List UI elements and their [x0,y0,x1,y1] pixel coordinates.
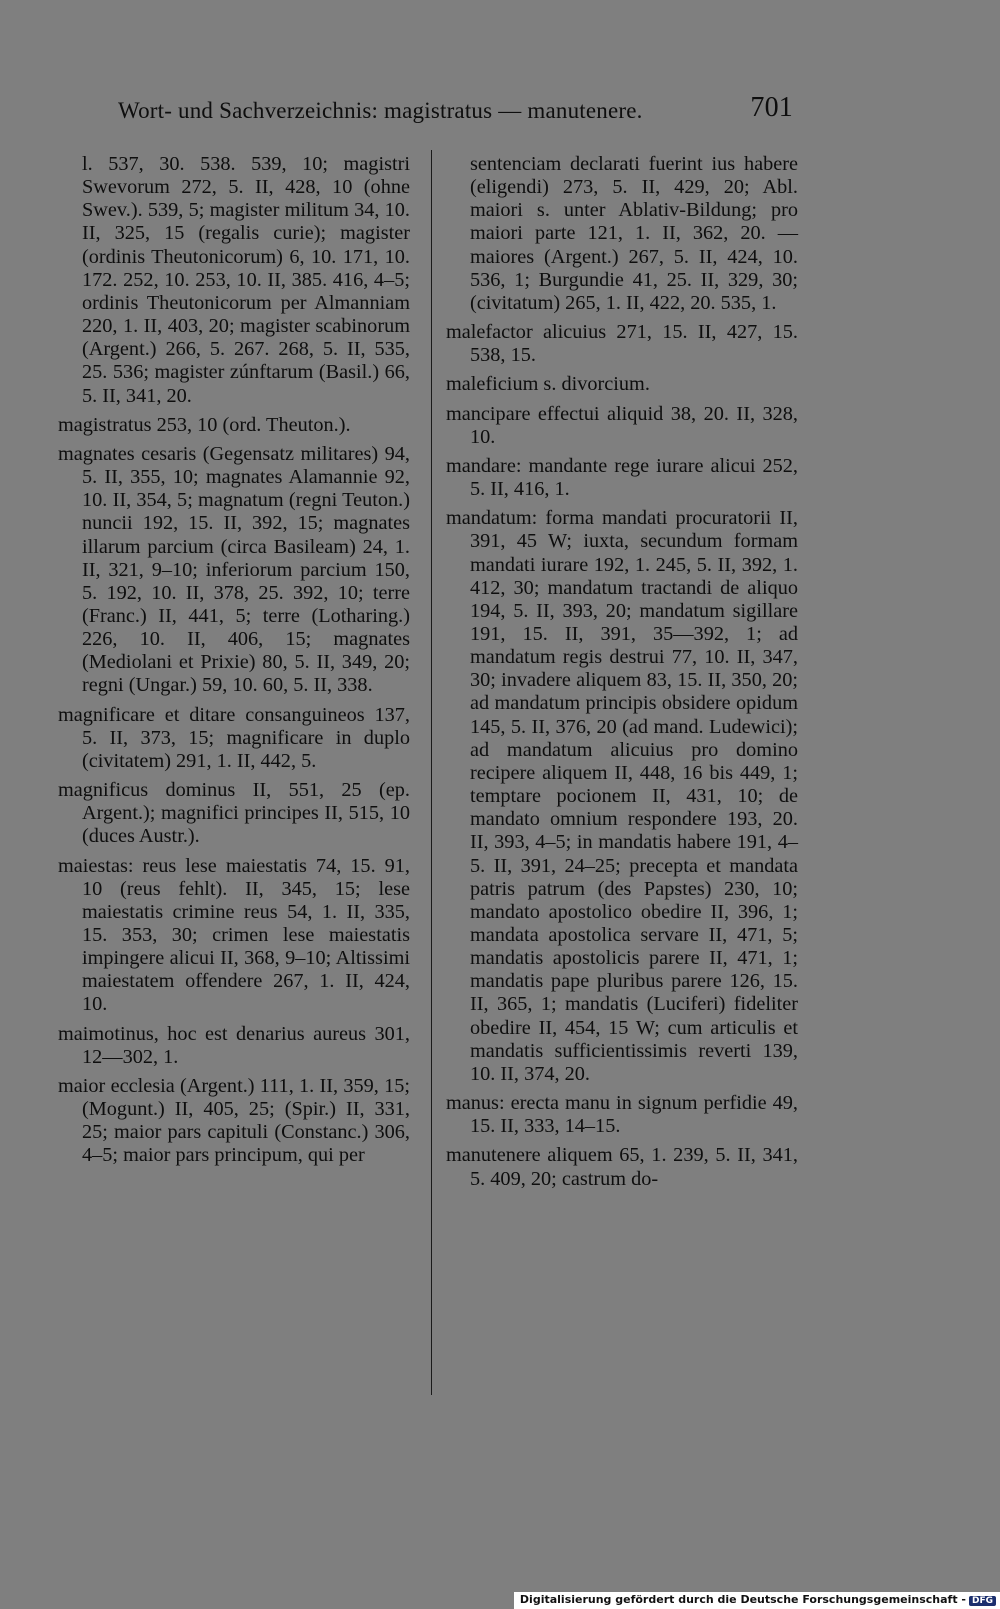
page-number: 701 [750,92,793,123]
index-entry: magistratus 253, 10 (ord. Theuton.). [58,413,351,436]
digitization-credit [514,1592,1000,1609]
right-column [446,153,798,1197]
credit-text: Digitalisierung gefördert durch die Deutsche Forschungsgemeinschaft - [519,1593,966,1606]
index-entry: manutenere aliquem 65, 1. 239, 5. II, 341, 5. 409, 20; castrum do- [446,1144,798,1190]
index-entry: l. 537, 30. 538. 539, 10; magistri Swevorum 272, 5. II, 428, 10 (ohne Swev.). 539, 5; magister militum 34, 10. II, 325, 15 (regalis curie); magister (ordinis Theutonicorum) 6, 10. 171, 10. 172. 252, 10. 253, 10. II, 385. 416, 4–5; ordinis Theutonicorum per Almanniam 220, 1. II, 403, 20; magister scabinorum (Argent.) 266, 5. 267. 268, 5. II, 535, 25. 536; magister zúnftarum (Basil.) 66, 5. II, 341, 20. [82,153,410,407]
index-entry: magnificare et ditare consanguineos 137, 5. II, 373, 15; magnificare in duplo (civitatem) 291, 1. II, 442, 5. [58,703,410,772]
index-entry: maior ecclesia (Argent.) 111, 1. II, 359, 15; (Mogunt.) II, 405, 25; (Spir.) II, 331, 25; maior pars capituli (Constanc.) 306, 4–5; maior pars principum, qui per [58,1074,410,1167]
index-entry: magnificus dominus II, 551, 25 (ep. Argent.); magnifici principes II, 515, 10 (duces Austr.). [58,779,410,848]
column-divider [431,150,432,1395]
index-entry: mancipare effectui aliquid 38, 20. II, 328, 10. [446,402,798,448]
index-entry: manus: erecta manu in signum perfidie 49, 15. II, 333, 14–15. [446,1092,798,1138]
index-entry: sentenciam declarati fuerint ius habere (eligendi) 273, 5. II, 429, 20; Abl. maiori s. unter Ablativ-Bildung; pro maiori parte 121, 1. II, 362, 20. — maiores (Argent.) 267, 5. II, 424, 10. 536, 1; Burgundie 41, 25. II, 329, 30; (civitatum) 265, 1. II, 422, 20. 535, 1. [470,153,798,314]
index-entry: maimotinus, hoc est denarius aureus 301, 12—302, 1. [58,1022,410,1068]
index-entry: maiestas: reus lese maiestatis 74, 15. 91, 10 (reus fehlt). II, 345, 15; lese maiestatis crimine reus 54, 1. II, 335, 15. 353, 30; crimen lese maiestatis impingere alicui II, 368, 9–10; Altissimi maiestatem offendere 267, 1. II, 424, 10. [58,854,410,1016]
index-entry: magnates cesaris (Gegensatz militares) 94, 5. II, 355, 10; magnates Alamannie 92, 10. II, 354, 5; magnatum (regni Teuton.) nuncii 192, 15. II, 392, 15; magnates illarum parcium (circa Basileam) 24, 1. II, 321, 9–10; inferiorum parcium 150, 5. 192, 10. II, 378, 25. 392, 10; terre (Franc.) II, 441, 5; terre (Lotharing.) 226, 10. II, 406, 15; magnates (Mediolani et Prixie) 80, 5. II, 349, 20; regni (Ungar.) 59, 10. 60, 5. II, 338. [58,442,410,697]
index-entry: malefactor alicuius 271, 15. II, 427, 15. 538, 15. [446,321,798,367]
index-entry: mandare: mandante rege iurare alicui 252, 5. II, 416, 1. [446,454,798,501]
running-header [118,92,793,132]
index-entry: mandatum: forma mandati procuratorii II, 391, 45 W; iuxta, secundum formam mandati iurare 192, 1. 245, 5. II, 392, 1. 412, 30; mandatum tractandi de aliquo 194, 5. II, 393, 20; mandatum sigillare 191, 15. II, 391, 35—392, 1; ad mandatum regis destrui 77, 10. II, 347, 30; invadere aliquem 83, 15. II, 350, 20; ad mandatum principis obsidere opidum 145, 5. II, 376, 20 (ad mand. Ludewici); ad mandatum alicuius pro domino recipere aliquem II, 448, 16 bis 449, 1; temptare pocionem II, 431, 10; de mandato omnium respondere 193, 20. II, 393, 4–5; in mandatis habere 191, 4–5. II, 391, 24–25; precepta et mandata patris patrum (des Papstes) 230, 10; mandato apostolico obedire II, 396, 1; mandata apostolica servare II, 471, 5; mandatis apostolicis parere II, 471, 1; mandatis pape pluribus parere 126, 15. II, 365, 1; mandatis (Luciferi) fideliter obedire II, 454, 15 W; cum articulis et mandatis sufficientissimis reverti 139, 10. II, 374, 20. [446,507,798,1085]
dfg-logo-icon: DFG [969,1596,996,1606]
header-title: Wort- und Sachverzeichnis: magistratus — manutenere. [118,98,643,123]
index-entry: maleficium s. divorcium. [446,373,650,396]
left-column [58,153,410,1174]
